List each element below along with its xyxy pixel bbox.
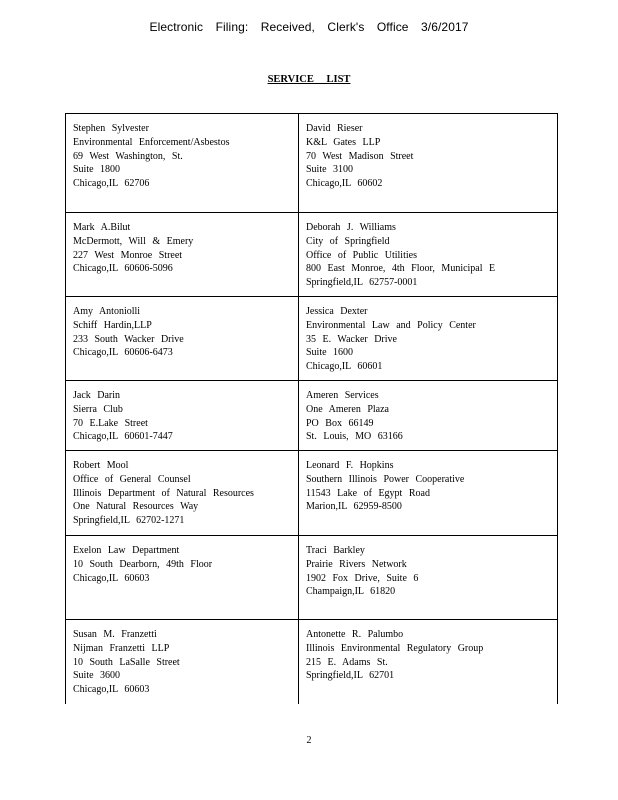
table-row	[66, 114, 558, 213]
address-cell-right	[299, 620, 558, 704]
address-cell-right	[299, 297, 558, 381]
table-row	[66, 451, 558, 536]
address-line: 1902 Fox Drive, Suite 6	[306, 572, 419, 584]
address-line: City of Springfield	[306, 235, 390, 247]
address-line: Environmental Enforcement/Asbestos	[73, 136, 230, 148]
recipient-name: Susan M. Franzetti	[73, 629, 157, 640]
recipient-name: Robert Mool	[73, 460, 129, 471]
address-line: 69 West Washington, St.	[73, 150, 183, 162]
address-line: Nijman Franzetti LLP	[73, 642, 170, 654]
recipient-name: Deborah J. Williams	[306, 222, 396, 233]
address-line: Southern Illinois Power Cooperative	[306, 473, 465, 485]
recipient-name: Amy Antoniolli	[73, 306, 141, 317]
address-line: Springfield,IL 62702-1271	[73, 515, 185, 527]
address-cell-right	[299, 536, 558, 620]
address-line: Illinois Department of Natural Resources	[73, 487, 254, 499]
address-cell-right	[299, 114, 558, 213]
document-title	[0, 74, 618, 85]
table-row	[66, 381, 558, 451]
service-list-table	[65, 113, 558, 704]
address-line: Chicago,IL 60602	[306, 178, 383, 190]
filing-header: Electronic Filing: Received, Clerk's Office 3/6/2017	[149, 20, 469, 34]
address-line: Suite 1800	[73, 164, 121, 176]
address-line: 10 South Dearborn, 49th Floor	[73, 558, 213, 570]
page-number: 2	[306, 735, 312, 746]
table-row	[66, 297, 558, 381]
address-line: Chicago,IL 60601	[306, 361, 383, 373]
address-line: 233 South Wacker Drive	[73, 333, 184, 345]
address-line: Suite 1600	[306, 347, 354, 359]
address-cell-right	[299, 381, 558, 451]
address-cell-left	[66, 213, 299, 297]
address-line: 227 West Monroe Street	[73, 249, 183, 261]
address-line: Office of Public Utilities	[306, 249, 417, 261]
address-cell-left	[66, 297, 299, 381]
address-line: Environmental Law and Policy Center	[306, 319, 476, 331]
address-line: Suite 3100	[306, 164, 354, 176]
address-line: Champaign,IL 61820	[306, 586, 396, 598]
address-line: 10 South LaSalle Street	[73, 656, 180, 668]
address-line: K&L Gates LLP	[306, 136, 381, 148]
address-line: 70 E.Lake Street	[73, 417, 148, 429]
address-line: Chicago,IL 60601-7447	[73, 431, 173, 443]
address-line: Chicago,IL 60603	[73, 684, 150, 696]
address-line: Chicago,IL 62706	[73, 178, 150, 190]
recipient-name: Leonard F. Hopkins	[306, 460, 394, 471]
recipient-name: Jack Darin	[73, 390, 121, 401]
address-line: Chicago,IL 60606-5096	[73, 263, 173, 275]
table-row	[66, 536, 558, 620]
address-line: Schiff Hardin,LLP	[73, 319, 152, 331]
address-cell-right	[299, 451, 558, 536]
recipient-name: Ameren Services	[306, 390, 379, 401]
recipient-name: Jessica Dexter	[306, 306, 368, 317]
table-row	[66, 620, 558, 704]
address-line: Marion,IL 62959-8500	[306, 501, 402, 513]
address-cell-right	[299, 213, 558, 297]
service-list-title: SERVICE LIST	[267, 74, 351, 85]
address-line: Chicago,IL 60603	[73, 572, 150, 584]
address-line: Prairie Rivers Network	[306, 558, 407, 570]
address-cell-left	[66, 451, 299, 536]
address-line: Suite 3600	[73, 670, 121, 682]
address-line: One Ameren Plaza	[306, 403, 389, 415]
address-cell-left	[66, 536, 299, 620]
address-line: One Natural Resources Way	[73, 501, 199, 513]
address-line: Springfield,IL 62757-0001	[306, 277, 418, 289]
address-line: McDermott, Will & Emery	[73, 235, 194, 247]
address-line: Sierra Club	[73, 403, 123, 415]
address-line: Springfield,IL 62701	[306, 670, 395, 682]
table-row	[66, 213, 558, 297]
address-line: 215 E. Adams St.	[306, 656, 388, 668]
address-line: Office of General Counsel	[73, 473, 191, 485]
address-line: Illinois Environmental Regulatory Group	[306, 642, 484, 654]
recipient-name: Exelon Law Department	[73, 545, 180, 556]
address-line: 800 East Monroe, 4th Floor, Municipal E	[306, 263, 496, 275]
address-cell-left	[66, 114, 299, 213]
address-cell-left	[66, 620, 299, 704]
address-line: 70 West Madison Street	[306, 150, 414, 162]
recipient-name: Traci Barkley	[306, 545, 365, 556]
address-line: 35 E. Wacker Drive	[306, 333, 397, 345]
recipient-name: Stephen Sylvester	[73, 123, 149, 134]
address-cell-left	[66, 381, 299, 451]
recipient-name: Antonette R. Palumbo	[306, 629, 404, 640]
address-line: St. Louis, MO 63166	[306, 431, 403, 443]
recipient-name: Mark A.Bilut	[73, 222, 131, 233]
address-line: Chicago,IL 60606-6473	[73, 347, 173, 359]
recipient-name: David Rieser	[306, 123, 363, 134]
address-line: 11543 Lake of Egypt Road	[306, 487, 430, 499]
address-line: PO Box 66149	[306, 417, 374, 429]
